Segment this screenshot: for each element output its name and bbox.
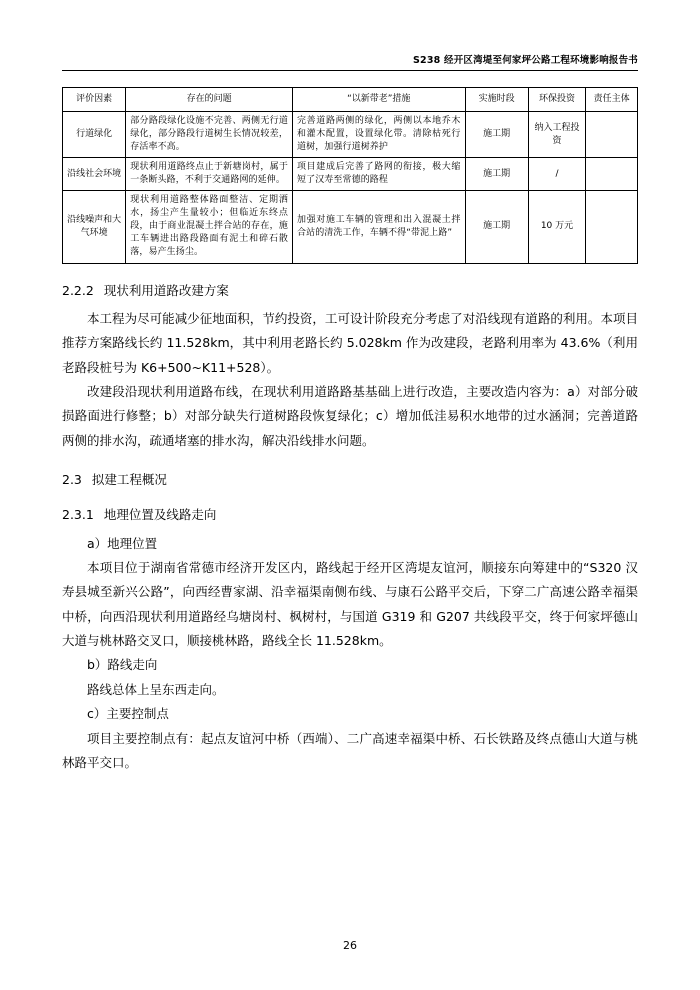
cell-period: 施工期: [465, 112, 528, 158]
cell-problem: 现状利用道路终点止于新塘岗村，属于一条断头路，不利于交通路网的延伸。: [126, 158, 293, 191]
table-header-cell: 责任主体: [586, 88, 638, 112]
section-title: 地理位置及线路走向: [103, 507, 217, 523]
cell-measure: 加强对施工车辆的管理和出入混凝土拌合站的清洗工作，车辆不得“带泥上路”: [293, 191, 466, 263]
section-heading-2-3-1: [62, 504, 638, 525]
section-title: 现状利用道路改建方案: [103, 282, 229, 298]
subitem-label-b: b）路线走向: [87, 657, 158, 673]
cell-problem: 现状利用道路整体路面整洁、定期洒水，扬尘产生量较小；但临近东终点段，由于商业混凝土拌合站的存在，施工车辆进出路段路面有泥土和碎石散落，易产生扬尘。: [126, 191, 293, 263]
table-header-cell: 存在的问题: [126, 88, 293, 112]
cell-factor: 行道绿化: [63, 112, 126, 158]
paragraph: 项目主要控制点有：起点友谊河中桥（西端）、二广高速幸福渠中桥、石长铁路及终点德山大道与桃林路平交口。: [62, 730, 638, 770]
header-title: S238 经开区湾堤至何家坪公路工程环境影响报告书: [413, 55, 638, 66]
section-number: 2.3: [62, 472, 82, 488]
cell-invest: 10 万元: [528, 191, 586, 263]
cell-measure: 项目建成后完善了路网的衔接，极大缩短了汉寿至常德的路程: [293, 158, 466, 191]
section-heading-2-3: [62, 469, 638, 490]
cell-period: 施工期: [465, 191, 528, 263]
subitem-label-c: c）主要控制点: [87, 706, 169, 722]
paragraph: 路线总体上呈东西走向。: [87, 681, 225, 697]
header-divider: [62, 70, 638, 71]
table-row: [63, 191, 638, 263]
paragraph: 本项目位于湖南省常德市经济开发区内，路线起于经开区湾堤友谊河，顺接东向筹建中的“S320 汉寿县城至新兴公路”，向西经曹家湖、沿幸福渠南侧布线、与康石公路平交后，下穿二广高速公路幸福渠中桥，向西沿现状利用道路经乌塘岗村、枫树村，与国道 G319 和 G207 共线段平交，终于何家坪德山大道与桃林路交叉口，顺接桃林路，路线全长 11.528km。: [62, 559, 638, 649]
table-row: [63, 158, 638, 191]
cell-owner: [586, 191, 638, 263]
section-number: 2.2.2: [62, 282, 94, 298]
section-number: 2.3.1: [62, 507, 94, 523]
cell-owner: [586, 158, 638, 191]
page-footer: [0, 939, 700, 952]
table-header-cell: “以新带老”措施: [293, 88, 466, 112]
section-heading-2-2-2: [62, 280, 638, 301]
table-header-cell: 评价因素: [63, 88, 126, 112]
environmental-measures-table: [62, 87, 638, 264]
subitem-label-a: a）地理位置: [87, 535, 158, 551]
cell-factor: 沿线噪声和大气环境: [63, 191, 126, 263]
page-header: [62, 52, 638, 70]
cell-factor: 沿线社会环境: [63, 158, 126, 191]
table-header-row: [63, 88, 638, 112]
table-header-cell: 实施时段: [465, 88, 528, 112]
cell-period: 施工期: [465, 158, 528, 191]
table-header-cell: 环保投资: [528, 88, 586, 112]
page-number: 26: [343, 939, 357, 952]
cell-owner: [586, 112, 638, 158]
cell-measure: 完善道路两侧的绿化，两侧以本地乔木和灌木配置，设置绿化带。清除枯死行道树，加强行道树养护: [293, 112, 466, 158]
section-title: 拟建工程概况: [91, 472, 167, 488]
paragraph: 本工程为尽可能减少征地面积，节约投资，工可设计阶段充分考虑了对沿线现有道路的利用。本项目推荐方案路线长约 11.528km，其中利用老路长约 5.028km 作为改建段，老路利用率为 43.6%（利用老路段桩号为 K6+500~K11+528）。: [62, 310, 638, 375]
cell-problem: 部分路段绿化设施不完善、两侧无行道绿化，部分路段行道树生长情况较差，存活率不高。: [126, 112, 293, 158]
paragraph: 改建段沿现状利用道路布线，在现状利用道路路基基础上进行改造，主要改造内容为：a）对部分破损路面进行修整；b）对部分缺失行道树路段恢复绿化；c）增加低洼易积水地带的过水涵洞；完善道路两侧的排水沟，疏通堵塞的排水沟，解决沿线排水问题。: [62, 383, 638, 448]
cell-invest: 纳入工程投资: [528, 112, 586, 158]
cell-invest: /: [528, 158, 586, 191]
table-row: [63, 112, 638, 158]
